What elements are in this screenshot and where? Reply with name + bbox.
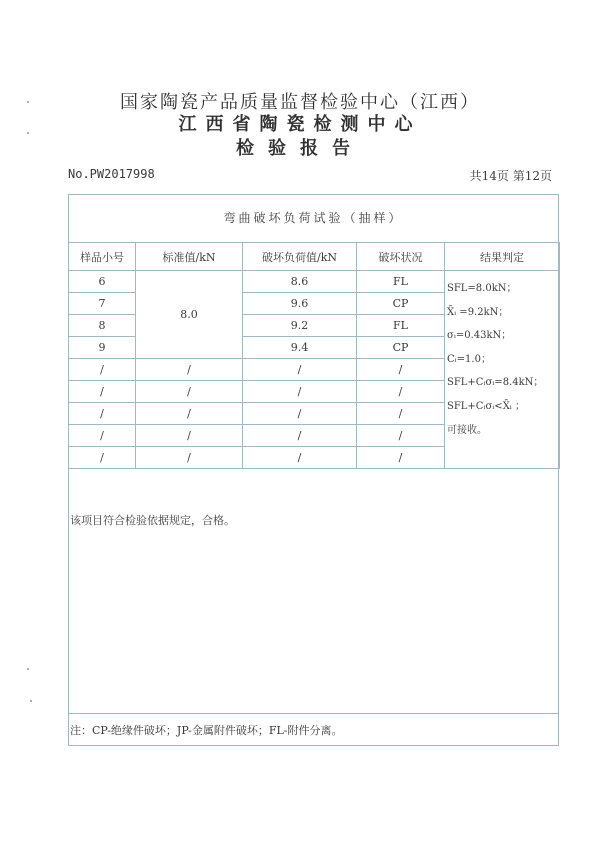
result-cell (445, 271, 560, 469)
load-cell: 9.4 (243, 337, 357, 359)
column-header: 破坏负荷值/kN (243, 243, 357, 271)
standard-cell: / (136, 359, 243, 381)
scan-speck (27, 132, 29, 134)
standard-cell: / (136, 381, 243, 403)
standard-cell: / (136, 403, 243, 425)
scan-speck (27, 101, 29, 103)
scan-speck (30, 700, 32, 702)
test-title: 弯曲破坏负荷试验（抽样） (223, 211, 404, 225)
sample-cell: / (69, 359, 136, 381)
status-cell: / (357, 447, 445, 469)
page-counter: 共14页 第12页 (469, 169, 552, 183)
result-line: Cᵢ=1.0； (447, 353, 491, 365)
load-cell: / (243, 381, 357, 403)
status-cell: / (357, 381, 445, 403)
test-table (68, 242, 560, 469)
table-header-row (69, 243, 560, 271)
scan-speck (27, 668, 29, 670)
sample-cell: 8 (69, 315, 136, 337)
load-cell: / (243, 359, 357, 381)
footnote: 注：CP-绝缘件破坏；JP-金属附件破坏；FL-附件分离。 (70, 724, 343, 737)
load-cell: 9.6 (243, 293, 357, 315)
status-cell: / (357, 425, 445, 447)
sample-cell: / (69, 425, 136, 447)
status-cell: FL (357, 271, 445, 293)
column-header: 标准值/kN (136, 243, 243, 271)
standard-value-cell: 8.0 (136, 271, 243, 359)
sample-cell: 6 (69, 271, 136, 293)
center-name-line1: 国家陶瓷产品质量监督检验中心（江西） (120, 92, 480, 113)
sample-cell: 7 (69, 293, 136, 315)
standard-cell: / (136, 447, 243, 469)
result-line: X̄ᵢ =9.2kN； (447, 306, 509, 318)
status-cell: FL (357, 315, 445, 337)
load-cell: / (243, 403, 357, 425)
column-header: 样品小号 (69, 243, 136, 271)
status-cell: / (357, 403, 445, 425)
status-cell: / (357, 359, 445, 381)
status-cell: CP (357, 337, 445, 359)
sample-cell: / (69, 447, 136, 469)
load-cell: 9.2 (243, 315, 357, 337)
sample-cell: / (69, 403, 136, 425)
result-line: σᵢ=0.43kN； (447, 330, 512, 342)
column-header: 破坏状况 (357, 243, 445, 271)
load-cell: / (243, 447, 357, 469)
table-row (69, 271, 560, 293)
sample-cell: / (69, 381, 136, 403)
result-line: SFL=8.0kN； (447, 283, 517, 294)
load-cell: / (243, 425, 357, 447)
result-line: SFL+Cᵢσᵢ<X̄ᵢ ； (447, 400, 525, 412)
result-line: SFL+Cᵢσᵢ=8.4kN； (447, 377, 544, 389)
center-name-line2: 江西省陶瓷检测中心 (178, 114, 422, 135)
load-cell: 8.6 (243, 271, 357, 293)
note-divider (68, 713, 559, 714)
status-cell: CP (357, 293, 445, 315)
conclusion-text: 该项目符合检验依据规定，合格。 (70, 514, 235, 527)
sample-cell: 9 (69, 337, 136, 359)
result-line: 可接收。 (447, 424, 487, 436)
report-number: No.PW2017998 (68, 167, 155, 181)
report-title: 检验报告 (236, 138, 364, 159)
column-header: 结果判定 (445, 243, 560, 271)
standard-cell: / (136, 425, 243, 447)
